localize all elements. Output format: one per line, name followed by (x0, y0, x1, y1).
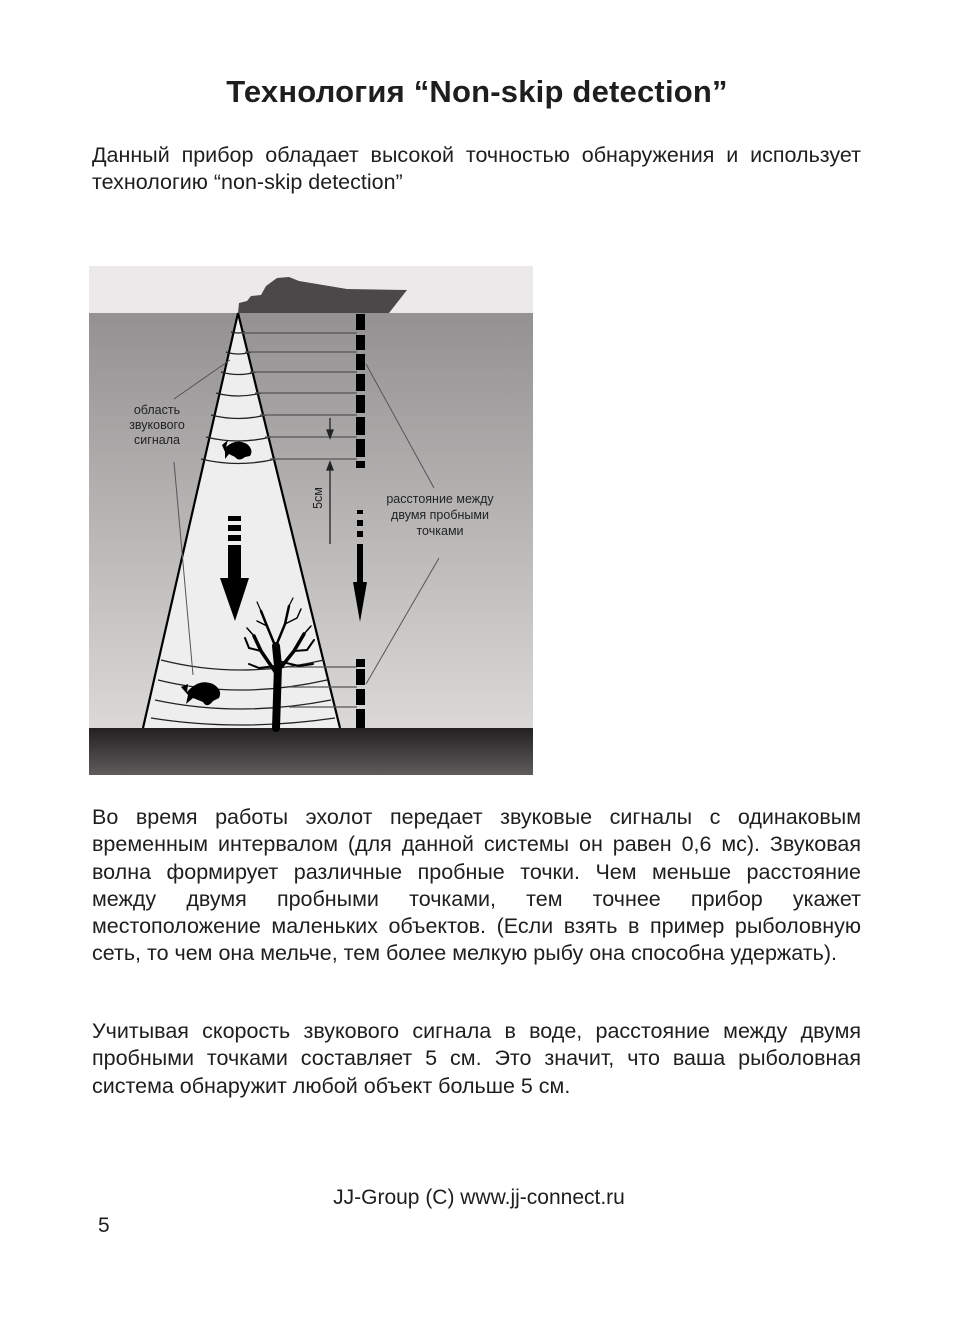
sonar-diagram (89, 266, 533, 775)
body-paragraph-1: Во время работы эхолот передает звуковые сигналы с одинаковым временным интервалом (для данной системы он равен 0,6 мс). Звуковая волна формирует различные пробные точки. Чем меньше расстояние между двумя пробными точками, тем точнее прибор укажет местоположение маленьких объектов. (Если взять в пример рыболовную сеть, то чем она мельче, тем более мелкую рыбу она способна удержать). (92, 805, 861, 966)
body-paragraph-2: Учитывая скорость звукового сигнала в воде, расстояние между двумя пробными точками составляет 5 см. Это значит, что ваша рыболовная система обнаружит любой объект больше 5 см. (92, 1019, 861, 1098)
seabed (89, 728, 533, 775)
svg-text:двумя пробными: двумя пробными (391, 508, 489, 522)
interval-label: 5см (311, 487, 325, 509)
svg-text:сигнала: сигнала (134, 433, 180, 447)
page-number: 5 (98, 1214, 110, 1237)
footer-copyright: JJ-Group (C) www.jj-connect.ru (333, 1186, 625, 1209)
svg-text:расстояние между: расстояние между (386, 492, 494, 506)
svg-text:область: область (133, 403, 181, 417)
signal-area-label (129, 403, 185, 447)
page-title: Технология “Non-skip detection” (226, 74, 728, 109)
svg-text:точками: точками (416, 524, 464, 538)
intro-paragraph: Данный прибор обладает высокой точностью обнаружения и использует технологию “non-skip detection” (92, 143, 861, 195)
svg-text:звукового: звукового (129, 418, 185, 432)
